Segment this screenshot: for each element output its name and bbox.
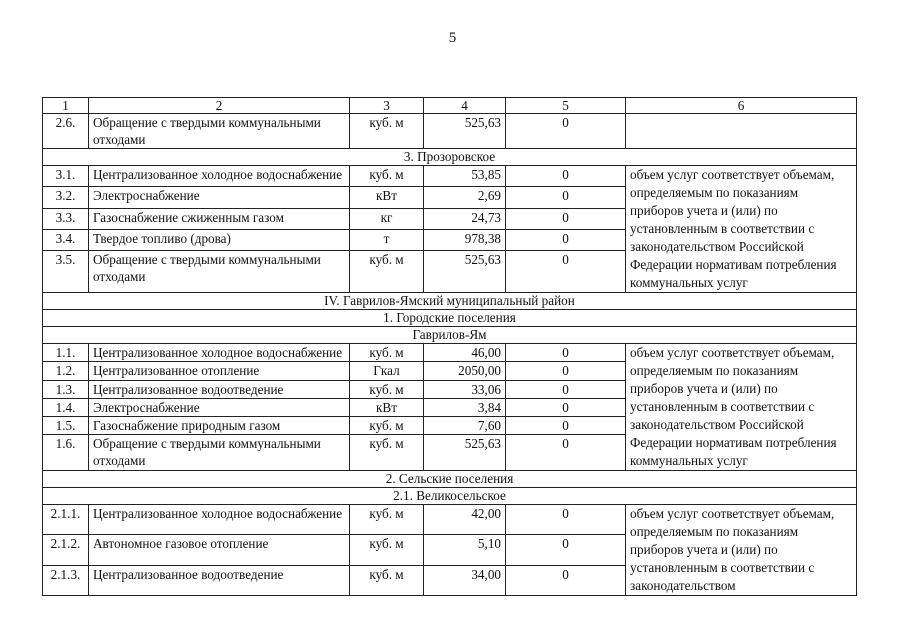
col5-cell: 0 — [506, 114, 626, 149]
table-row — [43, 344, 857, 362]
section-row — [43, 293, 857, 310]
value-cell: 53,85 — [424, 166, 506, 187]
row-number: 2.6. — [43, 114, 89, 149]
row-number: 1.4. — [43, 398, 89, 416]
section-row — [43, 327, 857, 344]
unit-cell: куб. м — [350, 505, 424, 535]
value-cell: 46,00 — [424, 344, 506, 362]
col5-cell: 0 — [506, 505, 626, 535]
col5-cell: 0 — [506, 398, 626, 416]
column-number-row — [43, 98, 857, 114]
row-number: 3.3. — [43, 208, 89, 229]
unit-cell: т — [350, 230, 424, 251]
note-cell: объем услуг соответствует объемам, определяемым по показаниям приборов учета и (или) по установленным в соответствии с законодательством Российской Федерации нормативам потребления коммунальных услуг — [626, 166, 857, 293]
unit-cell: куб. м — [350, 565, 424, 595]
row-number: 3.5. — [43, 251, 89, 293]
unit-cell: куб. м — [350, 251, 424, 293]
col5-cell: 0 — [506, 230, 626, 251]
value-cell: 24,73 — [424, 208, 506, 229]
service-name: Централизованное отопление — [89, 362, 350, 380]
column-number: 6 — [626, 98, 857, 114]
column-number: 1 — [43, 98, 89, 114]
section-row — [43, 149, 857, 166]
service-name: Обращение с твердыми коммунальными отходами — [89, 435, 350, 471]
column-number: 2 — [89, 98, 350, 114]
value-cell: 42,00 — [424, 505, 506, 535]
section-heading: Гаврилов-Ям — [43, 327, 857, 344]
service-name: Централизованное холодное водоснабжение — [89, 344, 350, 362]
row-number: 1.3. — [43, 380, 89, 398]
col5-cell: 0 — [506, 344, 626, 362]
service-name: Электроснабжение — [89, 398, 350, 416]
empty-cell — [626, 114, 857, 149]
row-number: 2.1.3. — [43, 565, 89, 595]
service-name: Обращение с твердыми коммунальными отходами — [89, 251, 350, 293]
service-name: Централизованное водоотведение — [89, 565, 350, 595]
service-name: Централизованное холодное водоснабжение — [89, 505, 350, 535]
service-name: Твердое топливо (дрова) — [89, 230, 350, 251]
row-number: 3.2. — [43, 187, 89, 208]
unit-cell: куб. м — [350, 417, 424, 435]
value-cell: 525,63 — [424, 251, 506, 293]
note-cell: объем услуг соответствует объемам, определяемым по показаниям приборов учета и (или) по установленным в соответствии с законодательством — [626, 505, 857, 596]
value-cell: 3,84 — [424, 398, 506, 416]
column-number: 5 — [506, 98, 626, 114]
col5-cell: 0 — [506, 208, 626, 229]
col5-cell: 0 — [506, 535, 626, 565]
value-cell: 5,10 — [424, 535, 506, 565]
section-heading: 3. Прозоровское — [43, 149, 857, 166]
col5-cell: 0 — [506, 435, 626, 471]
section-row — [43, 471, 857, 488]
service-name: Централизованное водоотведение — [89, 380, 350, 398]
value-cell: 34,00 — [424, 565, 506, 595]
unit-cell: кВт — [350, 398, 424, 416]
service-name: Газоснабжение сжиженным газом — [89, 208, 350, 229]
section-heading: IV. Гаврилов-Ямский муниципальный район — [43, 293, 857, 310]
section-heading: 2. Сельские поселения — [43, 471, 857, 488]
unit-cell: Гкал — [350, 362, 424, 380]
value-cell: 525,63 — [424, 435, 506, 471]
row-number: 3.4. — [43, 230, 89, 251]
row-number: 2.1.2. — [43, 535, 89, 565]
unit-cell: куб. м — [350, 344, 424, 362]
service-name: Централизованное холодное водоснабжение — [89, 166, 350, 187]
value-cell: 978,38 — [424, 230, 506, 251]
col5-cell: 0 — [506, 251, 626, 293]
unit-cell: куб. м — [350, 114, 424, 149]
unit-cell: куб. м — [350, 435, 424, 471]
row-number: 1.1. — [43, 344, 89, 362]
value-cell: 2050,00 — [424, 362, 506, 380]
row-number: 1.2. — [43, 362, 89, 380]
table-row — [43, 166, 857, 187]
unit-cell: кВт — [350, 187, 424, 208]
row-number: 2.1.1. — [43, 505, 89, 535]
table-row — [43, 505, 857, 535]
value-cell: 525,63 — [424, 114, 506, 149]
col5-cell: 0 — [506, 565, 626, 595]
row-number: 1.5. — [43, 417, 89, 435]
note-cell: объем услуг соответствует объемам, определяемым по показаниям приборов учета и (или) по установленным в соответствии с законодательством Российской Федерации нормативам потребления коммунальных услуг — [626, 344, 857, 471]
service-name: Обращение с твердыми коммунальными отходами — [89, 114, 350, 149]
value-cell: 2,69 — [424, 187, 506, 208]
col5-cell: 0 — [506, 417, 626, 435]
section-row — [43, 488, 857, 505]
row-number: 3.1. — [43, 166, 89, 187]
page-number: 5 — [448, 30, 457, 46]
column-number: 3 — [350, 98, 424, 114]
col5-cell: 0 — [506, 380, 626, 398]
service-name: Автономное газовое отопление — [89, 535, 350, 565]
service-name: Электроснабжение — [89, 187, 350, 208]
unit-cell: куб. м — [350, 535, 424, 565]
table-row — [43, 114, 857, 149]
tariff-volume-table — [42, 97, 857, 596]
section-heading: 1. Городские поселения — [43, 310, 857, 327]
section-heading: 2.1. Великосельское — [43, 488, 857, 505]
col5-cell: 0 — [506, 187, 626, 208]
unit-cell: кг — [350, 208, 424, 229]
col5-cell: 0 — [506, 166, 626, 187]
value-cell: 7,60 — [424, 417, 506, 435]
service-name: Газоснабжение природным газом — [89, 417, 350, 435]
unit-cell: куб. м — [350, 380, 424, 398]
section-row — [43, 310, 857, 327]
column-number: 4 — [424, 98, 506, 114]
row-number: 1.6. — [43, 435, 89, 471]
unit-cell: куб. м — [350, 166, 424, 187]
value-cell: 33,06 — [424, 380, 506, 398]
col5-cell: 0 — [506, 362, 626, 380]
